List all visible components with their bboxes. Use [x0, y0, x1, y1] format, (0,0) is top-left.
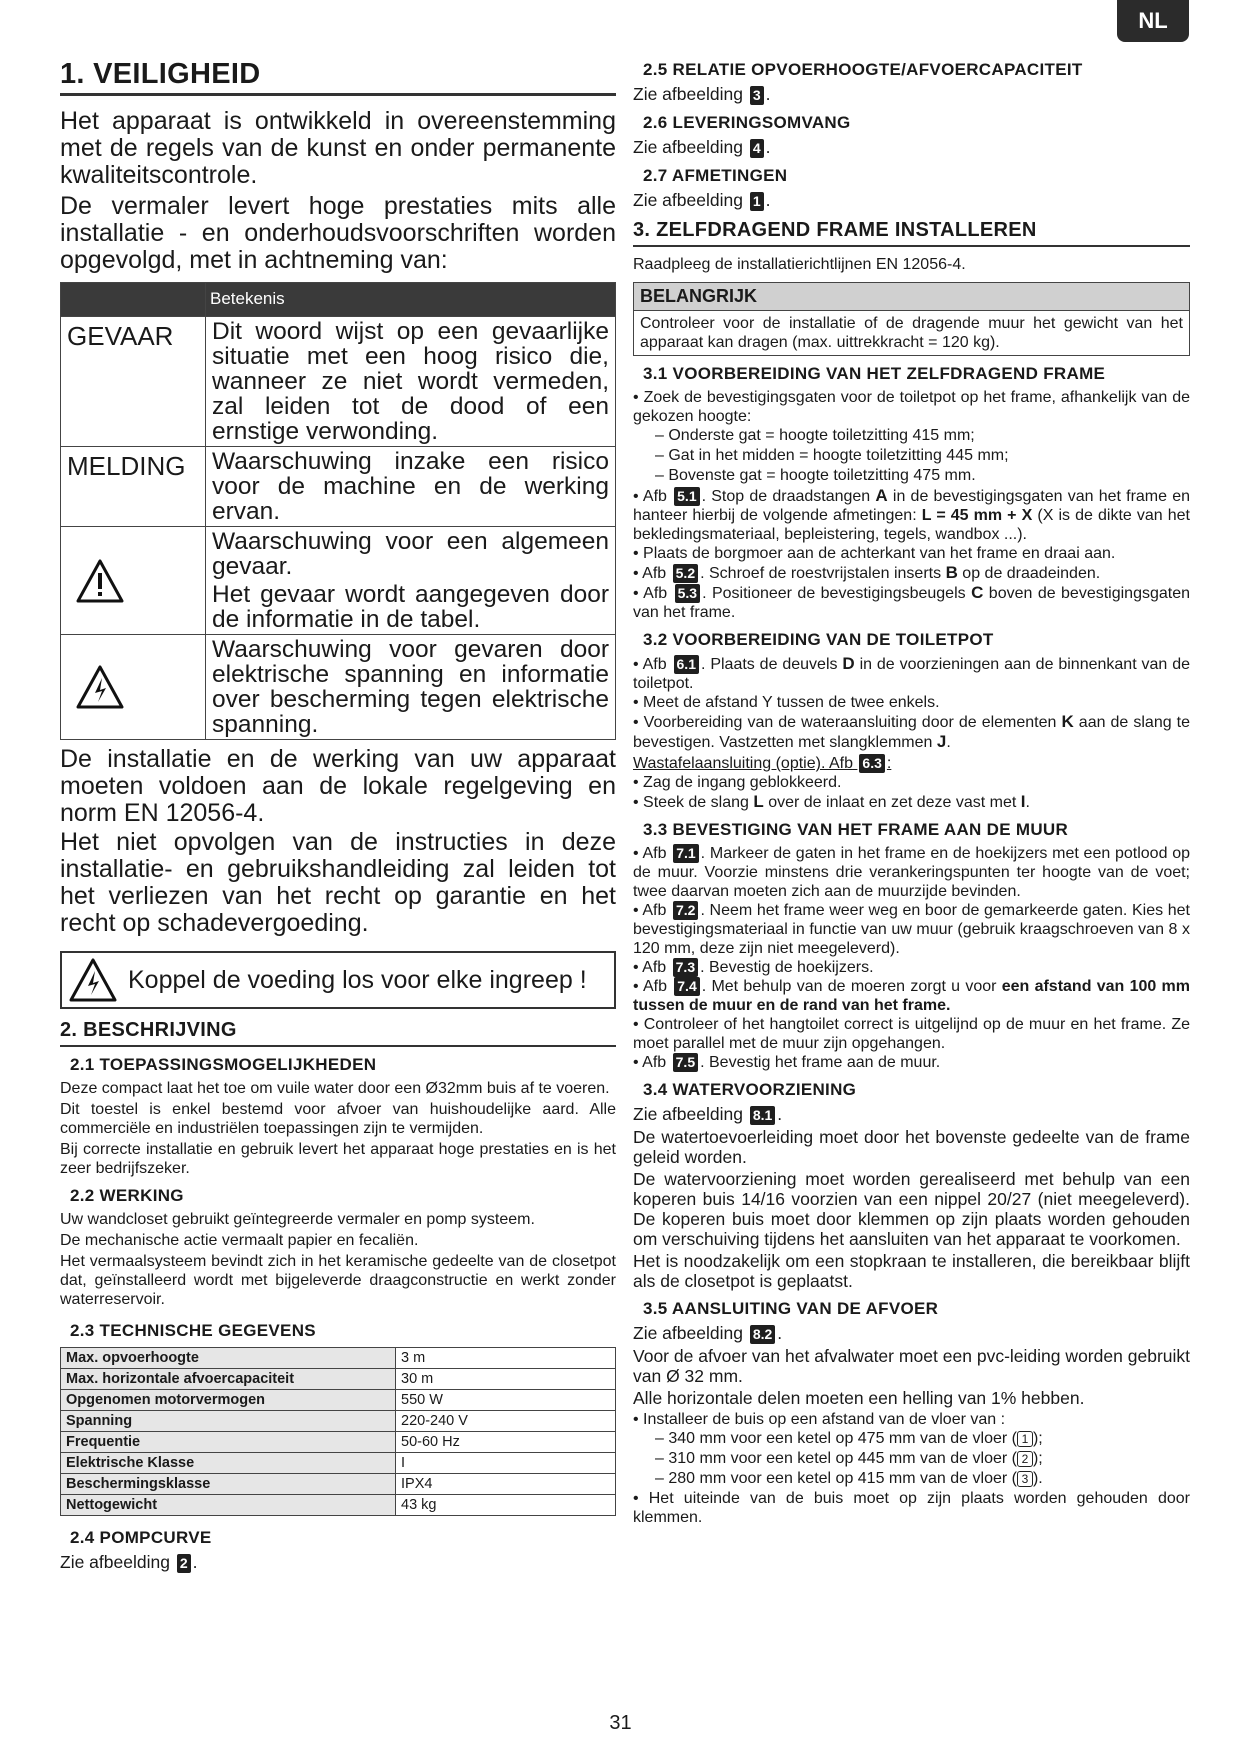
- subsection-title-operation: 2.2 WERKING: [70, 1186, 184, 1205]
- safety-intro-2: De vermaler levert hoge prestaties mits alle installatie - en onderhoudsvoorschriften worden opgevolgd, met in achtneming van:: [60, 192, 616, 274]
- figure-badge: 2: [177, 1554, 191, 1573]
- subsection-title-pump-curve: 2.4 POMPCURVE: [70, 1528, 212, 1547]
- figure-badge: 5.2: [673, 564, 698, 583]
- subsection-title-water-supply: 3.4 WATERVOORZIENING: [643, 1080, 857, 1099]
- subsection-title-wall-mount: 3.3 BEVESTIGING VAN HET FRAME AAN DE MUUR: [643, 820, 1069, 839]
- table-row: Beschermingsklasse IPX4: [61, 1474, 616, 1495]
- operation-text-3: Het vermaalsysteem bevindt zich in het keramische gedeelte van de closetpot dat, geïnstalleerd wordt met bijgeleverde draagconstructie en werkt zonder waterreservoir.: [60, 1253, 616, 1308]
- section-title-description: 2. BESCHRIJVING: [60, 1019, 616, 1047]
- operation-text-2: De mechanische actie vermaalt papier en fecaliën.: [60, 1232, 419, 1249]
- figure-badge: 7.5: [673, 1053, 698, 1072]
- figure-badge: 1: [750, 192, 764, 211]
- safety-intro-1: Het apparaat is ontwikkeld in overeenstemming met de regels van de kunst en onder permanente kwaliteitscontrole.: [60, 107, 616, 189]
- left-column: [60, 58, 616, 1575]
- important-title: BELANGRIJK: [634, 283, 1189, 311]
- page-number: 31: [609, 1712, 632, 1734]
- electric-warning-icon: [68, 957, 118, 1003]
- subsection-title-dimensions: 2.7 AFMETINGEN: [643, 166, 788, 185]
- figure-badge: 7.1: [673, 844, 698, 863]
- table-row: Frequentie 50-60 Hz: [61, 1432, 616, 1453]
- safety-after-2: Het niet opvolgen van de instructies in deze installatie- en gebruikshandleiding zal leiden tot het verliezen van het recht op garantie en het recht op schadevergoeding.: [60, 828, 616, 937]
- electric-warning-icon: [75, 664, 125, 710]
- general-warning-icon: [75, 558, 125, 604]
- electric-warning-text: Waarschuwing voor gevaren door elektrische spanning en informatie over bescherming tegen elektrische spanning.: [206, 635, 616, 740]
- figure-badge: 8.1: [750, 1106, 775, 1125]
- figure-badge: 4: [750, 139, 764, 158]
- frame-install-intro: Raadpleeg de installatierichtlijnen EN 12056-4.: [633, 256, 966, 273]
- subsection-title-toilet-prep: 3.2 VOORBEREIDING VAN DE TOILETPOT: [643, 630, 994, 649]
- subsection-title-applications: 2.1 TOEPASSINGSMOGELIJKHEDEN: [70, 1055, 377, 1074]
- subsection-title-drain: 3.5 AANSLUITING VAN DE AFVOER: [643, 1299, 939, 1318]
- drain-text-1: Voor de afvoer van het afvalwater moet een pvc-leiding worden gebruikt van Ø 32 mm.: [633, 1346, 1190, 1386]
- water-supply-text-2: De watervoorziening moet worden gerealiseerd met behulp van een koperen buis 14/16 voorzien van een nippel 20/27 (niet meegeleverd). De koperen buis moet door klemmen op zijn plaats worden gehouden om verschuiving tijdens het aansluiten van het apparaat te voorkomen.: [633, 1169, 1190, 1249]
- language-tab: NL: [1117, 0, 1189, 42]
- subsection-title-head-capacity: 2.5 RELATIE OPVOERHOOGTE/AFVOERCAPACITEIT: [643, 60, 1083, 79]
- subsection-title-frame-prep: 3.1 VOORBEREIDING VAN HET ZELFDRAGEND FRAME: [643, 364, 1106, 383]
- important-text: Controleer voor de installatie of de dragende muur het gewicht van het apparaat kan dragen (max. uittrekkracht = 120 kg).: [640, 315, 1183, 351]
- right-column: 2.5 RELATIE OPVOERHOOGTE/AFVOERCAPACITEIT Zie afbeelding 3 . 2.6 LEVERINGSOMVANG Zie afbeelding 4 . 2.7 AFMETINGEN Zie afbeelding 1 . 3. ZELFDRAGEND FRAME INSTALLEREN Raadpleeg de installatierichtlijnen EN 12056-4. BELANGRIJK Controleer voor de installatie of de dragende muur het gewicht van het apparaat kan dragen (max. uittrekkracht = 120 kg). 3.1 VOORBEREIDING VAN HET ZELFDRAGEND FRAME • Zoek de bevestigingsgaten voor de toiletpot op het frame, afhankelijk van de gekozen hoogte: – Onderste gat = hoogte toiletzitting 415 mm; – Gat in het midden = hoogte toiletzitting 445 mm; – Bovenste gat = hoogte toiletzitting 475 mm. • Afb 5.1 . Stop de draadstangen A in de bevestigingsgaten van het frame en hanteer hierbij de volgende afmetingen: L = 45 mm + X (X is de dikte van het bekledingsmateriaal, bepleistering, tegels, wandbox ...). • Plaats de borgmoer aan de achterkant van het frame en draai aan. • Afb 5.2 . Schroef de roestvrijstalen inserts B op de draadeinden. • Afb 5.3 . Positioneer de bevestigingsbeugels C boven de bevestigingsgaten van het frame. 3.2 VOORBEREIDING VAN DE TOILETPOT • Afb 6.1 . Plaats de deuvels D in de voorzieningen aan de binnenkant van de toiletpot. • Meet de afstand Y tussen de twee enkels. • Voorbereiding van de wateraansluiting door de elementen K aan de slang te bevestigen. Vastzetten met slangklemmen J. Wastafelaansluiting (optie). Afb 6.3 : • Zag de ingang geblokkeerd. • Steek de slang L over de inlaat en zet deze vast met I. 3.3 BEVESTIGING VAN HET FRAME AAN DE MUUR • Afb 7.1 . Markeer de gaten in het frame en de hoekijzers met een potlood op de muur. Voorzie minstens drie verankeringspunten ter hoogte van de voet; twee daarvan moeten zich aan de muurzijde bevinden. • Afb 7.2 . Neem het frame weer weg en boor de gemarkeerde gaten. Kies het bevestigingsmateriaal in functie van uw muur (gebruik kraagschroeven van 8 x 120 mm, deze zijn niet meegeleverd). • Afb 7.3 . Bevestig de hoekijzers. • Afb 7.4 . Met behulp van de moeren zorgt u voor een afstand van 100 mm tussen de muur en de rand van het frame. • Controleer of het hangtoilet correct is uitgelijnd op de muur en het frame. Ze moet parallel met de muur zijn opgehangen. • Afb 7.5 . Bevestig het frame aan de muur. 3.4 WATERVOORZIENING Zie afbeelding 8.1 . De watertoevoerleiding moet door het bovenste gedeelte van de frame geleid worden. De watervoorziening moet worden gerealiseerd met behulp van een koperen buis 14/16 voorzien van een nippel 20/27 (niet meegeleverd). De koperen buis moet door klemmen op zijn plaats worden gehouden om verschuiving tijdens het aansluiten van het apparaat te voorkomen. Het is noodzakelijk om een stopkraan te installeren, die bereikbaar blijft als de closetpot is geplaatst. 3.5 AANSLUITING VAN DE AFVOER Zie afbeelding 8.2 . Voor de afvoer van het afvalwater moet een pvc-leiding worden gebruikt van Ø 32 mm. Alle horizontale delen moeten een helling van 1% hebben. • Installeer de buis op een afstand van de vloer van : – 340 mm voor een ketel op 475 mm van de vloer ( 1 ); – 310 mm voor een ketel op 445 mm van de vloer ( 2 ); – 280 mm voor een ketel op 415 mm van de vloer ( 3 ). • Het uiteinde van de buis moet op zijn plaats worden gehouden door klemmen.: [633, 60, 1191, 1526]
- safety-table-header: Betekenis: [206, 283, 616, 317]
- danger-key: GEVAAR: [61, 317, 206, 447]
- subsection-title-technical-data: 2.3 TECHNISCHE GEGEVENS: [70, 1321, 316, 1340]
- table-row: Opgenomen motorvermogen 550 W: [61, 1390, 616, 1411]
- important-box: [633, 282, 1190, 356]
- figure-badge: 6.3: [859, 754, 884, 773]
- water-supply-text-3: Het is noodzakelijk om een stopkraan te installeren, die bereikbaar blijft als de closetpot is geplaatst.: [633, 1251, 1190, 1291]
- table-row: Elektrische Klasse I: [61, 1453, 616, 1474]
- figure-badge: 5.1: [674, 487, 699, 506]
- figure-badge: 3: [750, 86, 764, 105]
- technical-data-table: [60, 1347, 616, 1516]
- figure-badge: 7.3: [673, 958, 698, 977]
- table-row: Spanning 220-240 V: [61, 1411, 616, 1432]
- general-warning-text-2: Het gevaar wordt aangegeven door de informatie in de tabel.: [212, 581, 609, 633]
- general-warning-text-1: Waarschuwing voor een algemeen gevaar.: [212, 528, 609, 580]
- figure-badge: 6.1: [674, 655, 699, 674]
- safety-table: [60, 282, 616, 740]
- applications-text-3: Bij correcte installatie en gebruik levert het apparaat hoge prestaties en is het zeer bedrijfszeker.: [60, 1141, 616, 1177]
- water-supply-text-1: De watertoevoerleiding moet door het bovenste gedeelte van de frame geleid worden.: [633, 1127, 1190, 1167]
- table-row: Max. opvoerhoogte 3 m: [61, 1348, 616, 1369]
- drain-text-2: Alle horizontale delen moeten een helling van 1% hebben.: [633, 1388, 1085, 1408]
- table-row: Max. horizontale afvoercapaciteit 30 m: [61, 1369, 616, 1390]
- figure-badge: 7.2: [673, 901, 698, 920]
- pump-curve-ref: Zie afbeelding 2 .: [60, 1552, 198, 1572]
- applications-text-1: Deze compact laat het toe om vuile water door een Ø32mm buis af te voeren.: [60, 1080, 610, 1097]
- disconnect-warning-text: Koppel de voeding los voor elke ingreep !: [128, 965, 587, 994]
- figure-badge: 7.4: [674, 977, 699, 996]
- table-row: Nettogewicht 43 kg: [61, 1495, 616, 1516]
- operation-text-1: Uw wandcloset gebruikt geïntegreerde vermaler en pomp systeem.: [60, 1211, 535, 1228]
- subsection-title-delivery: 2.6 LEVERINGSOMVANG: [643, 113, 851, 132]
- section-title-frame-install: 3. ZELFDRAGEND FRAME INSTALLEREN: [633, 219, 1190, 247]
- applications-text-2: Dit toestel is enkel bestemd voor afvoer van huishoudelijke aard. Alle commerciële en industriëlen toepassingen zijn te vermijden.: [60, 1101, 616, 1137]
- notice-key: MELDING: [61, 447, 206, 527]
- figure-badge: 8.2: [750, 1325, 775, 1344]
- safety-after-1: De installatie en de werking van uw apparaat moeten voldoen aan de lokale regelgeving en norm EN 12056-4.: [60, 745, 616, 827]
- danger-text: Dit woord wijst op een gevaarlijke situatie met een hoog risico die, wanneer ze niet wordt vermeden, zal leiden tot de dood of een ernstige verwonding.: [206, 317, 616, 447]
- disconnect-warning-box: [60, 951, 616, 1009]
- notice-text: Waarschuwing inzake een risico voor de machine en de werking ervan.: [206, 447, 616, 527]
- figure-badge: 5.3: [675, 584, 700, 603]
- section-title-safety: 1. VEILIGHEID: [60, 58, 616, 96]
